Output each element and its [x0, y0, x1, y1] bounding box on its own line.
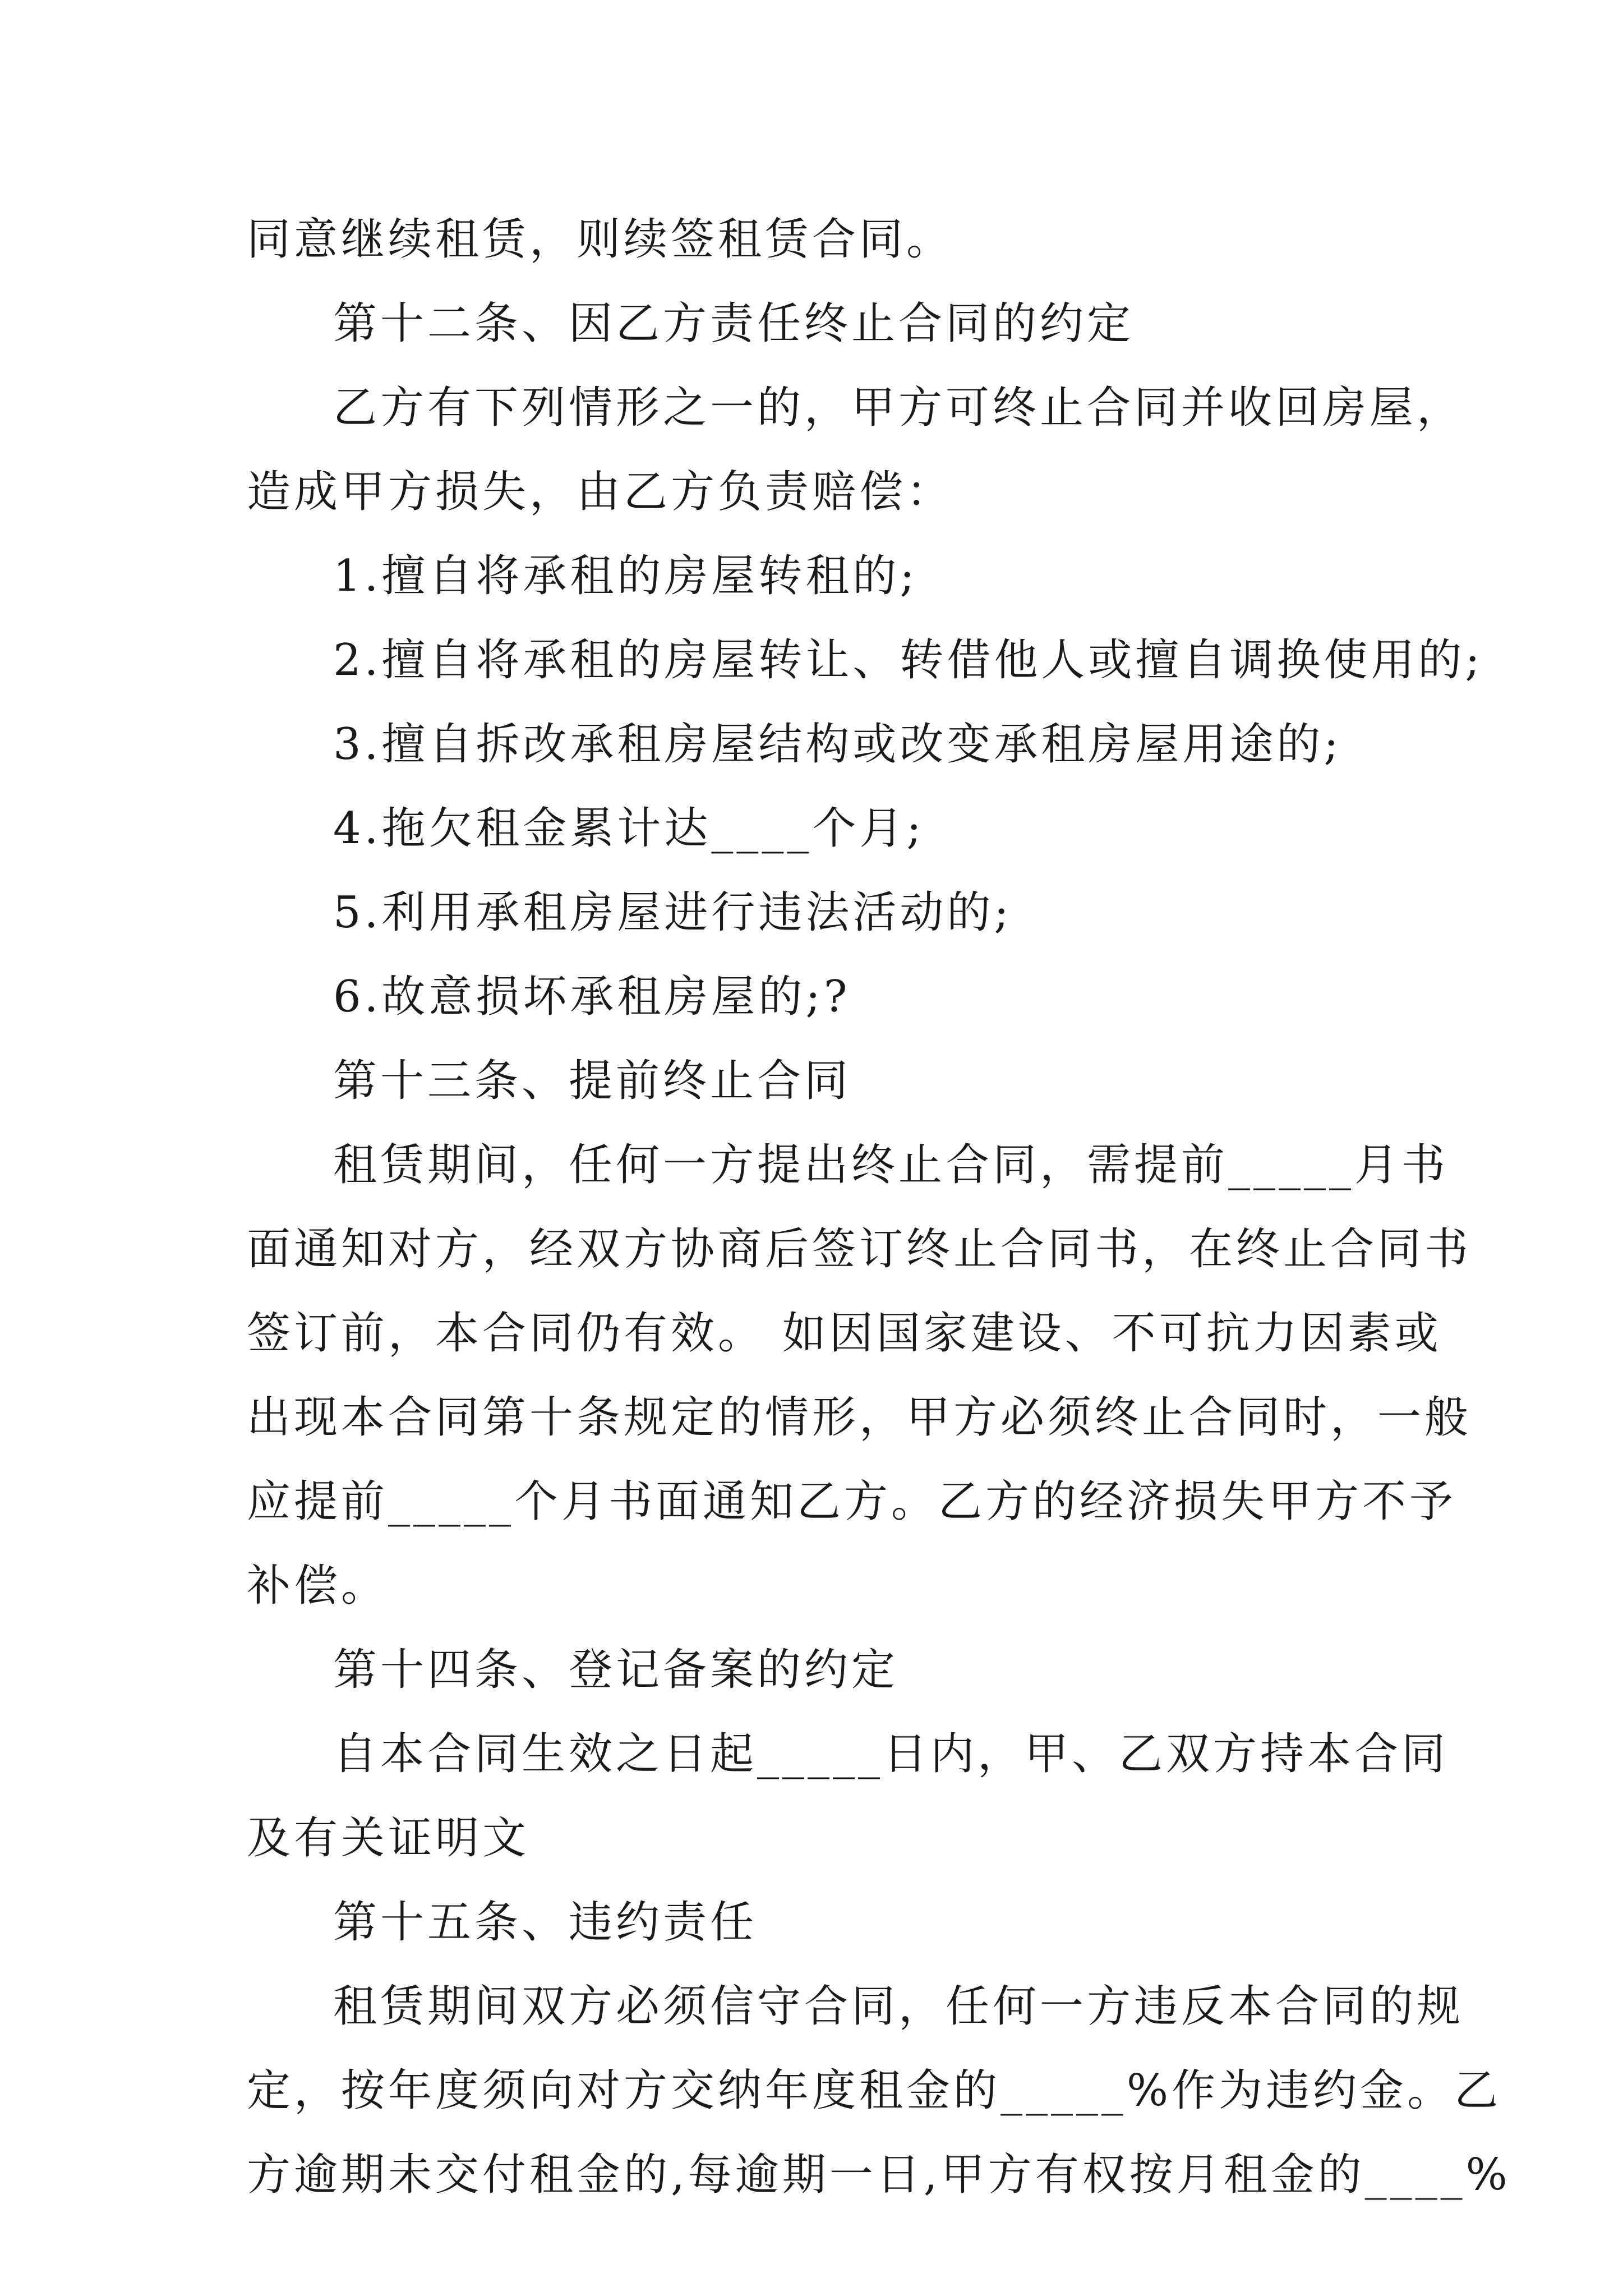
section-heading: 第十三条、提前终止合同 [333, 1056, 852, 1106]
text-line: 应提前_____个月书面通知乙方。乙方的经济损失甲方不予 [247, 1476, 1457, 1527]
list-item: 4.拖欠租金累计达____个月; [333, 803, 925, 854]
text-line: 签订前，本合同仍有效。 如因国家建设、不可抗力因素或 [247, 1308, 1442, 1359]
document-body [247, 197, 1511, 2217]
text-line: 及有关证明文 [247, 1813, 530, 1864]
list-item: 5.利用承租房屋进行违法活动的; [333, 887, 1012, 938]
list-item: 3.擅自拆改承租房屋结构或改变承租房屋用途的; [333, 719, 1342, 770]
text-line: 造成甲方损失，由乙方负责赔偿： [247, 467, 954, 517]
text-line: 方逾期未交付租金的,每逾期一日,甲方有权按月租金的____% [247, 2150, 1511, 2200]
text-line: 同意继续租赁，则续签租赁合同。 [247, 214, 954, 265]
section-heading: 第十四条、登记备案的约定 [333, 1645, 899, 1695]
text-line: 租赁期间双方必须信守合同，任何一方违反本合同的规 [333, 1981, 1464, 2032]
section-heading: 第十二条、因乙方责任终止合同的约定 [333, 298, 1135, 349]
list-item: 6.故意损坏承租房屋的;? [333, 972, 851, 1022]
list-item: 1.擅自将承租的房屋转租的; [333, 551, 918, 601]
text-line: 自本合同生效之日起_____日内，甲、乙双方持本合同 [333, 1729, 1449, 1779]
text-line: 定，按年度须向对方交纳年度租金的_____%作为违约金。乙 [247, 2065, 1502, 2116]
text-line: 乙方有下列情形之一的，甲方可终止合同并收回房屋， [333, 383, 1464, 433]
text-line: 出现本合同第十条规定的情形，甲方必须终止合同时，一般 [247, 1392, 1472, 1443]
list-item: 2.擅自将承租的房屋转让、转借他人或擅自调换使用的; [333, 635, 1483, 685]
section-heading: 第十五条、违约责任 [333, 1897, 758, 1948]
text-line: 面通知对方，经双方协商后签订终止合同书，在终止合同书 [247, 1224, 1472, 1274]
text-line: 补偿。 [247, 1561, 389, 1611]
text-line: 租赁期间，任何一方提出终止合同，需提前_____月书 [333, 1140, 1449, 1190]
